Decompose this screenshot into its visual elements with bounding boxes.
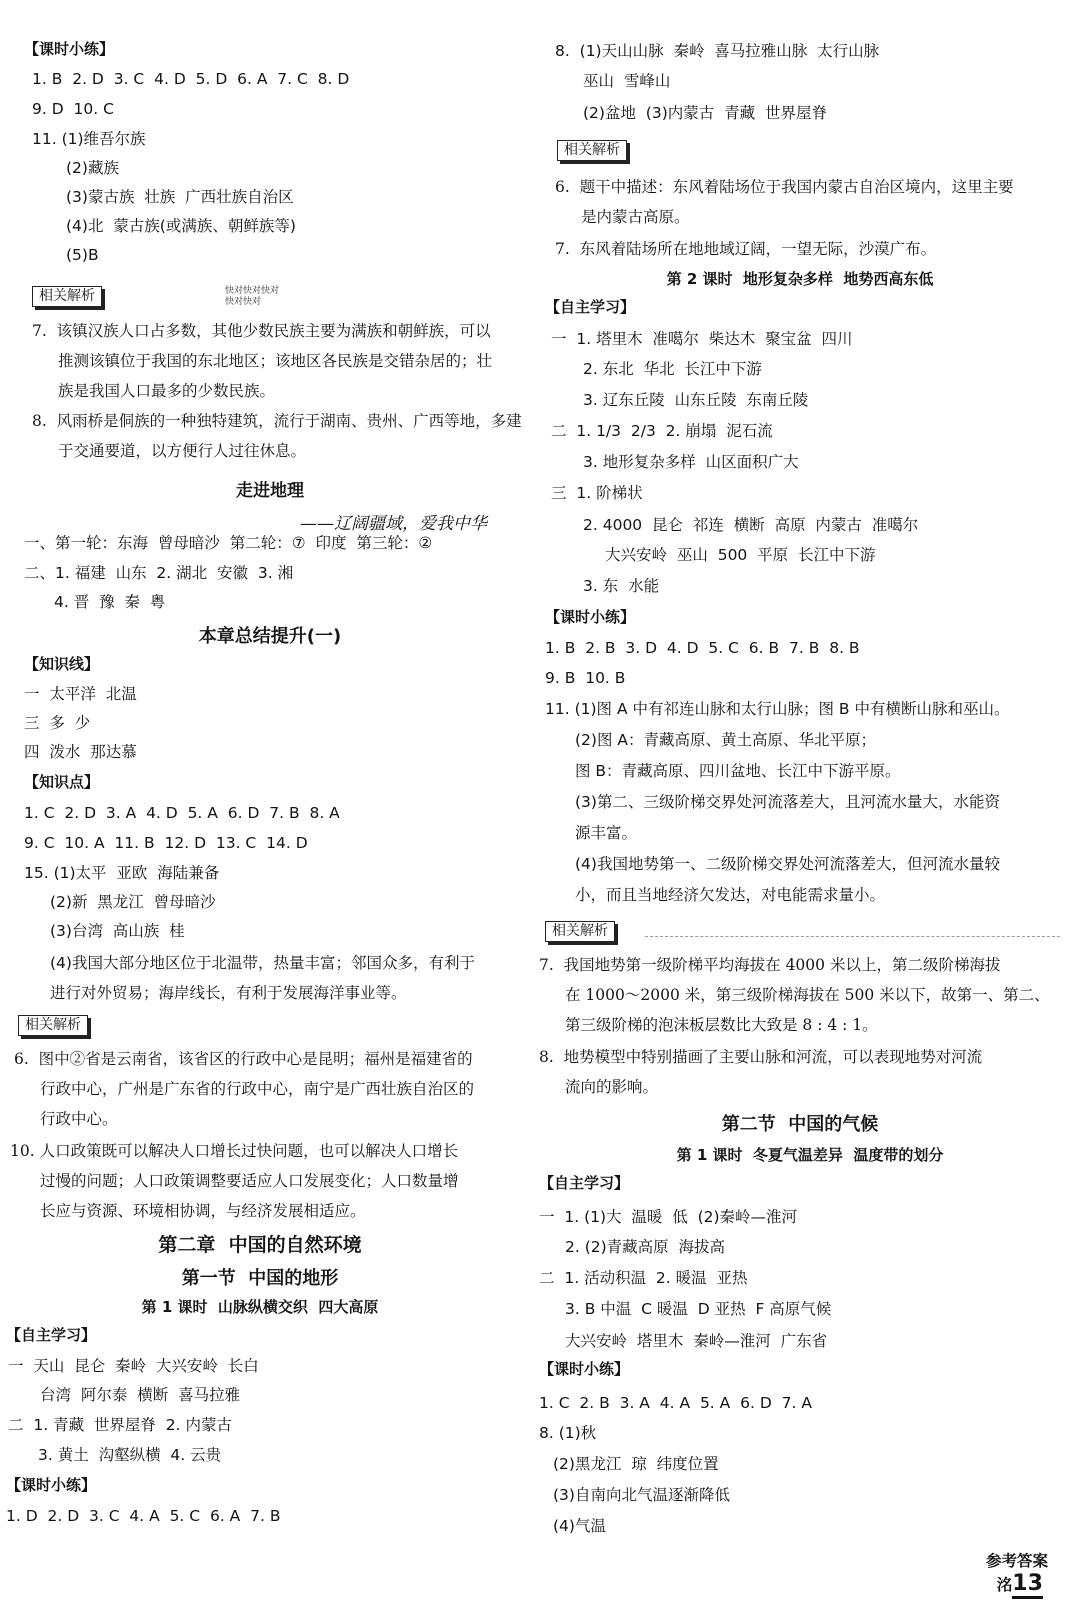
- answer-line: 3. 地形复杂多样 山区面积广大: [583, 453, 799, 471]
- answer-line: 一 1. (1)大 温暖 低 (2)秦岭—淮河: [539, 1208, 798, 1226]
- answer-line: 小，而且当地经济欠发达，对电能需求量小。: [575, 886, 886, 904]
- answer-line: 一、第一轮：东海 曾母暗沙 第二轮：⑦ 印度 第三轮：②: [24, 534, 433, 552]
- answer-line: (5)B: [66, 246, 99, 264]
- section-title: 【自主学习】: [6, 1326, 97, 1344]
- explanation-tag: 相关解析: [18, 1015, 88, 1036]
- answer-line: 15. (1)太平 亚欧 海陆兼备: [24, 864, 220, 882]
- answer-line: 进行对外贸易；海岸线长，有利于发展海洋事业等。: [50, 984, 407, 1002]
- explanation-line: 行政中心。: [40, 1110, 118, 1128]
- answer-line: (2)新 黑龙江 曾母暗沙: [50, 893, 216, 911]
- answer-line: 2. (2)青藏高原 海拔高: [565, 1238, 726, 1256]
- answer-line: 1. C 2. D 3. A 4. D 5. A 6. D 7. B 8. A: [24, 804, 340, 822]
- answer-line: 1. D 2. D 3. C 4. A 5. C 6. A 7. B: [6, 1507, 281, 1525]
- answer-line: 一 1. 塔里木 准噶尔 柴达木 聚宝盆 四川: [551, 330, 853, 348]
- answer-line: (3)自南向北气温逐渐降低: [553, 1486, 730, 1504]
- answer-line: 2. 4000 昆仑 祁连 横断 高原 内蒙古 准噶尔: [583, 516, 919, 534]
- answer-line: 三 1. 阶梯状: [551, 484, 643, 502]
- explanation-line: 6. 题干中描述：东风着陆场位于我国内蒙古自治区境内，这里主要: [555, 178, 1014, 196]
- answer-line: (2)藏族: [66, 159, 119, 177]
- explanation-line: 在 1000～2000 米，第三级阶梯海拔在 500 米以下，故第一、第二、: [565, 986, 1050, 1004]
- explanation-line: 行政中心，广州是广东省的行政中心，南宁是广西壮族自治区的: [40, 1080, 475, 1098]
- answer-line: 4. 晋 豫 秦 粤: [54, 593, 166, 611]
- explanation-line: 长应与资源、环境相协调，与经济发展相适应。: [40, 1202, 366, 1220]
- answer-line: 图 B：青藏高原、四川盆地、长江中下游平原。: [575, 762, 901, 780]
- answer-line: 11. (1)维吾尔族: [32, 130, 146, 148]
- answer-line: 一 天山 昆仑 秦岭 大兴安岭 长白: [8, 1357, 259, 1375]
- section-title: 【知识点】: [24, 773, 100, 791]
- answer-line: 3. 辽东丘陵 山东丘陵 东南丘陵: [583, 391, 809, 409]
- explanation-line: 7. 我国地势第一级阶梯平均海拔在 4000 米以上，第二级阶梯海拔: [539, 956, 1001, 974]
- section-title: 【课时小练】: [539, 1360, 630, 1378]
- answer-line: (3)蒙古族 壮族 广西壮族自治区: [66, 188, 294, 206]
- answer-line: (2)黑龙江 琼 纬度位置: [553, 1455, 719, 1473]
- answer-line: 1. C 2. B 3. A 4. A 5. A 6. D 7. A: [539, 1394, 812, 1412]
- answer-line: 大兴安岭 巫山 500 平原 长江中下游: [605, 546, 876, 564]
- footer-label: 参考答案: [985, 1552, 1048, 1570]
- answer-line: (4)北 蒙古族(或满族、朝鲜族等): [66, 217, 296, 235]
- explanation-line: 7. 东风着陆场所在地地域辽阔，一望无际，沙漠广布。: [555, 240, 937, 258]
- explanation-line: 于交通要道，以方便行人过往休息。: [58, 442, 307, 460]
- answer-line: 3. 东 水能: [583, 577, 660, 595]
- answer-line: 一 太平洋 北温: [24, 685, 137, 703]
- answer-line: (4)我国大部分地区位于北温带，热量丰富；邻国众多，有利于: [50, 954, 475, 972]
- heading: 走进地理: [236, 481, 304, 501]
- explanation-tag: 相关解析: [32, 286, 102, 307]
- answer-line: 2. 东北 华北 长江中下游: [583, 360, 762, 378]
- section-heading: 第一节 中国的地形: [181, 1268, 339, 1289]
- explanation-tag: 相关解析: [557, 140, 627, 161]
- answer-line: (4)我国地势第一、二级阶梯交界处河流落差大，但河流水量较: [575, 855, 1000, 873]
- page-number: 13: [1012, 1571, 1043, 1599]
- section-title: 【自主学习】: [539, 1174, 630, 1192]
- answer-line: 1. B 2. B 3. D 4. D 5. C 6. B 7. B 8. B: [545, 639, 860, 657]
- page-footer: [981, 1531, 1048, 1596]
- answer-line: 四 泼水 那达慕: [24, 743, 137, 761]
- explanation-line: 7. 该镇汉族人口占多数，其他少数民族主要为满族和朝鲜族，可以: [32, 322, 491, 340]
- answer-line: 二 1. 1/3 2/3 2. 崩塌 泥石流: [551, 422, 773, 440]
- answer-line: 大兴安岭 塔里木 秦岭—淮河 广东省: [565, 1332, 828, 1350]
- answer-line: 8. (1)天山山脉 秦岭 喜马拉雅山脉 太行山脉: [555, 42, 880, 60]
- explanation-tag: 相关解析: [545, 921, 615, 942]
- answer-line: 巫山 雪峰山: [583, 72, 671, 90]
- explanation-line: 推测该镇位于我国的东北地区；该地区各民族是交错杂居的；壮: [58, 352, 493, 370]
- explanation-line: 10. 人口政策既可以解决人口增长过快问题，也可以解决人口增长: [10, 1142, 459, 1160]
- answer-line: 8. (1)秋: [539, 1424, 597, 1442]
- answer-line: 3. 黄土 沟壑纵横 4. 云贵: [38, 1446, 222, 1464]
- explanation-line: 第三级阶梯的泡沫板层数比大致是 8 : 4 : 1。: [565, 1016, 878, 1034]
- section-title: 【知识线】: [24, 655, 100, 673]
- lesson-heading: 第 2 课时 地形复杂多样 地势西高东低: [666, 270, 934, 288]
- divider: [645, 936, 1060, 937]
- explanation-line: 流向的影响。: [565, 1078, 659, 1096]
- answer-line: 9. B 10. B: [545, 669, 626, 687]
- page-number-prefix: 洺: [985, 1576, 1013, 1594]
- lesson-heading: 第 1 课时 山脉纵横交织 四大高原: [141, 1298, 379, 1316]
- heading: 本章总结提升(一): [198, 626, 342, 647]
- explanation-line: 是内蒙古高原。: [581, 208, 690, 226]
- chapter-heading: 第二章 中国的自然环境: [158, 1234, 362, 1256]
- answer-line: 二 1. 活动积温 2. 暖温 亚热: [539, 1269, 748, 1287]
- answer-line: (4)气温: [553, 1517, 606, 1535]
- answer-line: 源丰富。: [575, 824, 638, 842]
- section-title: 【自主学习】: [545, 298, 636, 316]
- answer-line: 9. D 10. C: [32, 100, 114, 118]
- answer-line: 3. B 中温 C 暖温 D 亚热 F 高原气候: [565, 1300, 832, 1318]
- answer-line: 二、1. 福建 山东 2. 湖北 安徽 3. 湘: [24, 564, 294, 582]
- section-title: 【课时小练】: [6, 1476, 97, 1494]
- answer-line: 9. C 10. A 11. B 12. D 13. C 14. D: [24, 834, 308, 852]
- subheading: ——辽阔疆域，爱我中华: [300, 514, 487, 534]
- answer-line: 台湾 阿尔泰 横断 喜马拉雅: [40, 1386, 241, 1404]
- lesson-heading: 第 1 课时 冬夏气温差异 温度带的划分: [676, 1146, 944, 1164]
- answer-line: 三 多 少: [24, 714, 91, 732]
- answer-line: (3)台湾 高山族 桂: [50, 922, 185, 940]
- stamp-text: 快对快对快对 快对快对: [225, 286, 280, 307]
- explanation-line: 过慢的问题；人口政策调整要适应人口发展变化；人口数量增: [40, 1172, 459, 1190]
- explanation-line: 8. 地势模型中特别描画了主要山脉和河流，可以表现地势对河流: [539, 1048, 983, 1066]
- section-title: 【课时小练】: [24, 40, 115, 58]
- answer-line: 二 1. 青藏 世界屋脊 2. 内蒙古: [8, 1416, 232, 1434]
- explanation-line: 8. 风雨桥是侗族的一种独特建筑，流行于湖南、贵州、广西等地，多建: [32, 412, 522, 430]
- explanation-line: 6. 图中②省是云南省，该省区的行政中心是昆明；福州是福建省的: [14, 1050, 473, 1068]
- answer-line: (3)第二、三级阶梯交界处河流落差大，且河流水量大，水能资: [575, 793, 1000, 811]
- answer-line: 1. B 2. D 3. C 4. D 5. D 6. A 7. C 8. D: [32, 70, 350, 88]
- answer-line: (2)盆地 (3)内蒙古 青藏 世界屋脊: [583, 104, 827, 122]
- section-heading: 第二节 中国的气候: [721, 1114, 879, 1135]
- answer-line: (2)图 A：青藏高原、黄土高原、华北平原；: [575, 731, 876, 749]
- answer-line: 11. (1)图 A 中有祁连山脉和太行山脉；图 B 中有横断山脉和巫山。: [545, 700, 1010, 718]
- section-title: 【课时小练】: [545, 608, 636, 626]
- explanation-line: 族是我国人口最多的少数民族。: [58, 382, 276, 400]
